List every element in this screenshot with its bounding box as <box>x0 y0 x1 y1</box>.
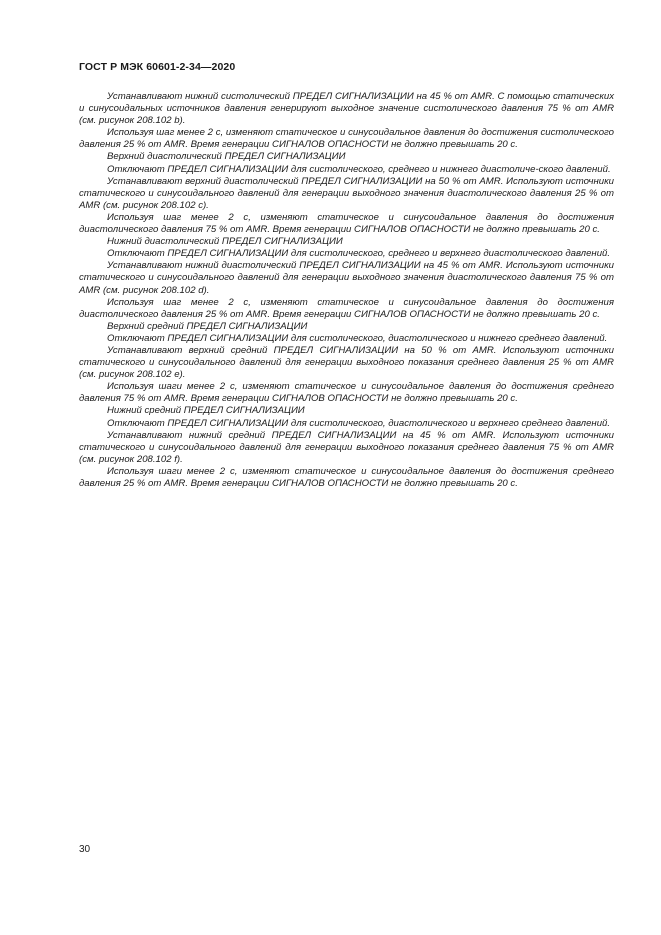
paragraph: Устанавливают верхний средний ПРЕДЕЛ СИГНАЛИЗАЦИИ на 50 % от AMR. Используют источники статического и синусоидального давлений для генерации выходного показания среднего давления 25 % от AMR (см. рисунок 208.102 е). <box>79 344 614 381</box>
paragraph: Отключают ПРЕДЕЛ СИГНАЛИЗАЦИИ для систолического, среднего и верхнего диастолического давлений. <box>107 248 611 260</box>
section-heading: Верхний средний ПРЕДЕЛ СИГНАЛИЗАЦИИ <box>107 320 308 332</box>
paragraph: Используя шаг менее 2 с, изменяют статическое и синусоидальное давления до достижения диастолического давления 25 % от AMR. Время генерации СИГНАЛОВ ОПАСНОСТИ не должно превышать 20 с. <box>79 296 614 320</box>
document-header: ГОСТ Р МЭК 60601-2-34—2020 <box>79 61 236 73</box>
paragraph: Устанавливают верхний диастолический ПРЕДЕЛ СИГНАЛИЗАЦИИ на 50 % от AMR. Используют источники статического и синусоидального давлений для генерации выходного значения диастолического давления 25 % от AMR (см. рисунок 208.102 с). <box>79 175 614 211</box>
paragraph: Используя шаг менее 2 с, изменяют статическое и синусоидальное давления до достижения диастолического давления 75 % от AMR. Время генерации СИГНАЛОВ ОПАСНОСТИ не должно превышать 20 с. <box>79 211 614 236</box>
section-heading: Верхний диастолический ПРЕДЕЛ СИГНАЛИЗАЦИИ <box>107 151 346 163</box>
document-body <box>79 91 614 490</box>
paragraph: Устанавливают нижний диастолический ПРЕДЕЛ СИГНАЛИЗАЦИИ на 45 % от AMR. Используют источники статического и синусоидального давлений для генерации выходного значения диастолического давления 75 % от AMR (см. рисунок 208.102 d). <box>79 260 614 296</box>
page-number: 30 <box>79 844 91 855</box>
section-heading: Нижний диастолический ПРЕДЕЛ СИГНАЛИЗАЦИИ <box>107 236 343 248</box>
paragraph: Устанавливают нижний средний ПРЕДЕЛ СИГНАЛИЗАЦИИ на 45 % от AMR. Используют источники статического и синусоидального давлений для генерации выходного показания среднего давления 75 % от AMR (см. рисунок 208.102 f). <box>79 429 614 465</box>
paragraph: Отключают ПРЕДЕЛ СИГНАЛИЗАЦИИ для систолического, диастолического и верхнего среднего давлений. <box>107 417 611 429</box>
paragraph: Отключают ПРЕДЕЛ СИГНАЛИЗАЦИИ для систолического, диастолического и нижнего среднего давлений. <box>107 332 608 344</box>
section-heading: Нижний средний ПРЕДЕЛ СИГНАЛИЗАЦИИ <box>107 405 305 417</box>
paragraph: Отключают ПРЕДЕЛ СИГНАЛИЗАЦИИ для систолического, среднего и нижнего диастоличе-ского давлений. <box>107 163 611 175</box>
paragraph: Используя шаги менее 2 с, изменяют статическое и синусоидальное давления до достижения среднего давления 75 % от AMR. Время генерации СИГНАЛОВ ОПАСНОСТИ не должно превышать 20 с. <box>79 381 614 405</box>
paragraph: Используя шаг менее 2 с, изменяют статическое и синусоидальное давления до достижения систолического давления 25 % от AMR. Время генерации СИГНАЛОВ ОПАСНОСТИ не должно превышать 20 с. <box>79 127 614 151</box>
paragraph: Устанавливают нижний систолический ПРЕДЕЛ СИГНАЛИЗАЦИИ на 45 % от AMR. С помощью статических и синусоидальных источников давления генерируют выходное значение систолического давления 75 % от AMR (см. рисунок 208.102 b). <box>79 91 614 127</box>
paragraph: Используя шаги менее 2 с, изменяют статическое и синусоидальное давления до достижения среднего давления 25 % от AMR. Время генерации СИГНАЛОВ ОПАСНОСТИ не должно превышать 20 с. <box>79 465 614 489</box>
